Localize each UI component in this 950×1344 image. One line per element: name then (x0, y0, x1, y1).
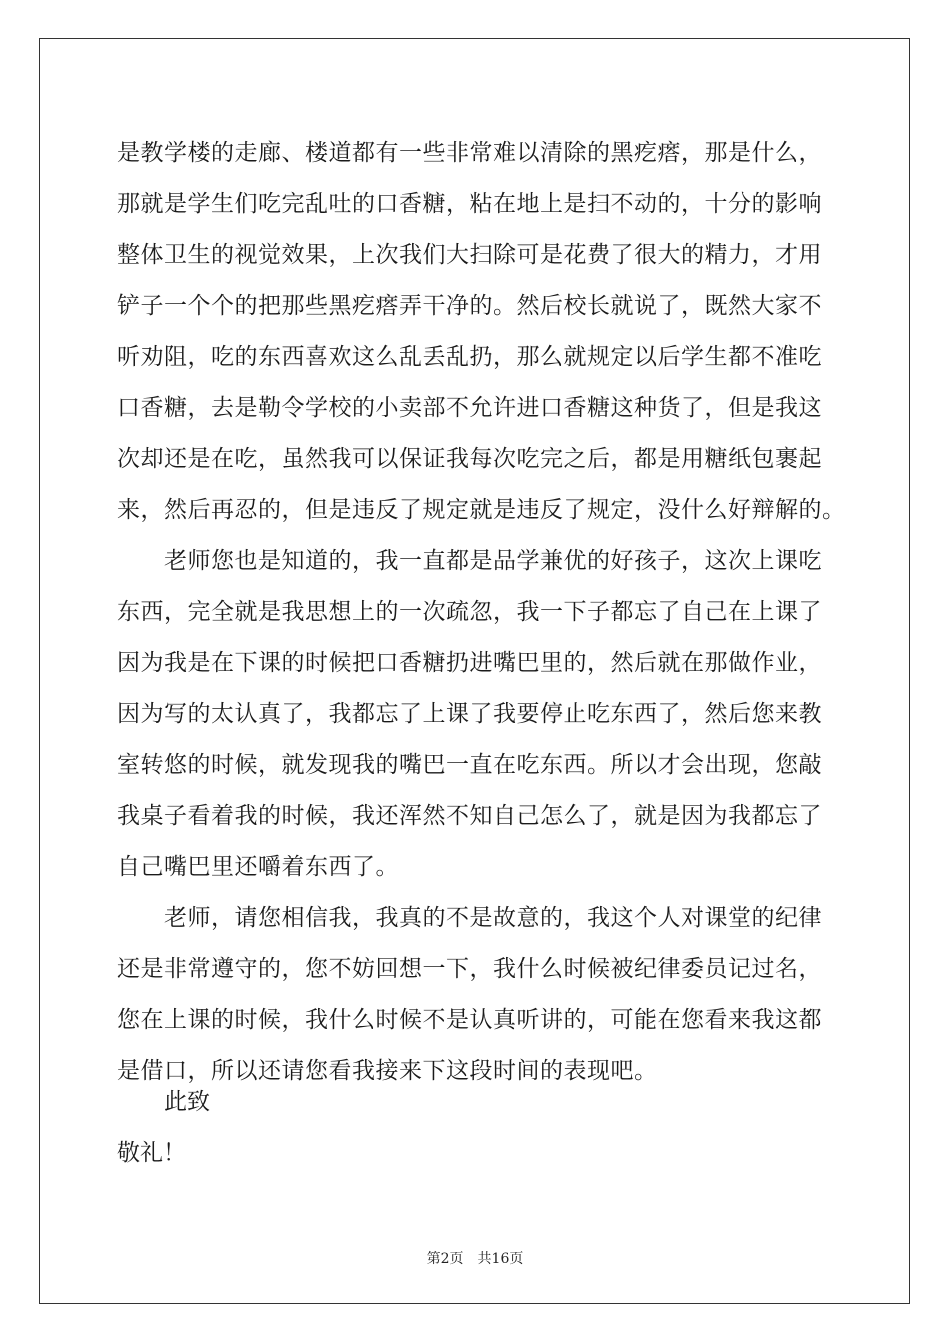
text-line: 听劝阻，吃的东西喜欢这么乱丢乱扔，那么就规定以后学生都不准吃 (117, 344, 822, 370)
document-body (117, 128, 857, 1097)
text-line: 还是非常遵守的，您不妨回想一下，我什么时候被纪律委员记过名， (117, 956, 822, 982)
text-line: 东西，完全就是我思想上的一次疏忽，我一下子都忘了自己在上课了 (117, 599, 822, 625)
text-line: 我桌子看着我的时候，我还浑然不知自己怎么了，就是因为我都忘了 (117, 803, 822, 829)
text-line: 铲子一个个的把那些黑疙瘩弄干净的。然后校长就说了，既然大家不 (117, 293, 822, 319)
text-line: 那就是学生们吃完乱吐的口香糖，粘在地上是扫不动的，十分的影响 (117, 191, 822, 217)
text-line: 因为写的太认真了，我都忘了上课了我要停止吃东西了，然后您来教 (117, 701, 822, 727)
text-line: 您在上课的时候，我什么时候不是认真听讲的，可能在您看来我这都 (117, 1007, 822, 1033)
page-number-footer: 第2页 共16页 (426, 1251, 524, 1267)
text-line: 次却还是在吃，虽然我可以保证我每次吃完之后，都是用糖纸包裹起 (117, 446, 822, 472)
text-line: 口香糖，去是勒令学校的小卖部不允许进口香糖这种货了，但是我这 (117, 395, 822, 421)
text-line: 因为我是在下课的时候把口香糖扔进嘴巴里的，然后就在那做作业， (117, 650, 822, 676)
text-line: 是教学楼的走廊、楼道都有一些非常难以清除的黑疙瘩，那是什么， (117, 140, 822, 166)
closing-regards: 敬礼！ (117, 1140, 186, 1166)
text-line: 整体卫生的视觉效果，上次我们大扫除可是花费了很大的精力，才用 (117, 242, 822, 268)
paragraph-3 (117, 893, 857, 1097)
text-line: 自己嘴巴里还嚼着东西了。 (117, 854, 399, 880)
text-line: 室转悠的时候，就发现我的嘴巴一直在吃东西。所以才会出现，您敲 (117, 752, 822, 778)
paragraph-2 (117, 536, 857, 893)
paragraph-1 (117, 128, 857, 536)
closing-salutation: 此致 (164, 1089, 210, 1115)
text-line: 是借口，所以还请您看我接来下这段时间的表现吧。 (117, 1058, 658, 1084)
text-line: 老师，请您相信我，我真的不是故意的，我这个人对课堂的纪律 (164, 905, 822, 931)
text-line: 来，然后再忍的，但是违反了规定就是违反了规定，没什么好辩解的。 (117, 497, 846, 523)
text-line: 老师您也是知道的，我一直都是品学兼优的好孩子，这次上课吃 (164, 548, 822, 574)
